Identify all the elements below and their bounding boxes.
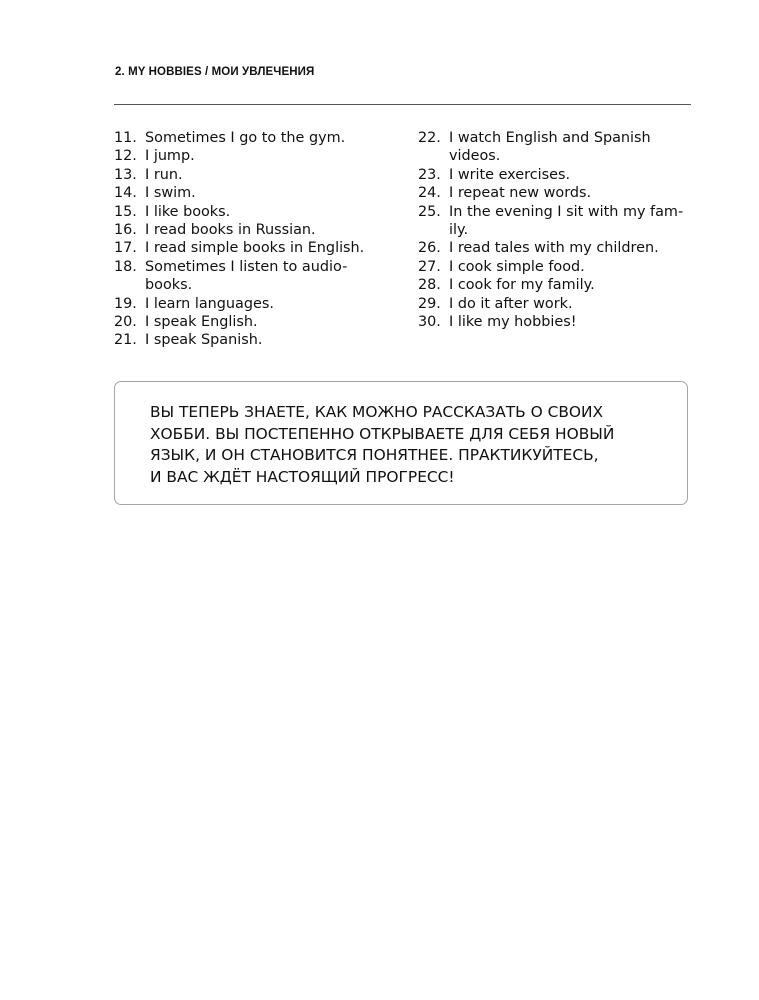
callout-text <box>150 402 670 488</box>
list-item-text <box>449 129 696 166</box>
list-item-text <box>145 203 404 221</box>
list-item <box>114 331 404 349</box>
list-item-line: I cook for my family. <box>449 277 595 294</box>
list-item <box>114 184 404 202</box>
list-item <box>114 295 404 313</box>
list-item-line: I write exercises. <box>449 166 571 183</box>
list-item-line: I read simple books in English. <box>145 240 365 257</box>
list-item-text <box>145 313 404 331</box>
list-item <box>114 221 404 239</box>
list-item <box>418 295 696 313</box>
list-item <box>418 313 696 331</box>
list-item-number: 17. <box>114 240 137 257</box>
list-item-number: 19. <box>114 295 137 312</box>
list-item <box>418 166 696 184</box>
list-item-line: I read books in Russian. <box>145 222 316 239</box>
list-item-number: 21. <box>114 332 137 349</box>
list-item-text <box>145 258 404 295</box>
list-item-text <box>449 276 696 294</box>
list-item-line: ily. <box>449 222 469 239</box>
callout-line: ХОББИ. ВЫ ПОСТЕПЕННО ОТКРЫВАЕТЕ ДЛЯ СЕБЯ НОВЫЙ <box>150 424 615 443</box>
list-item-line: books. <box>145 277 193 294</box>
list-item-number: 18. <box>114 258 137 275</box>
list-item <box>418 239 696 257</box>
list-item-number: 22. <box>418 130 441 146</box>
list-item-line: I watch English and Spanish <box>449 130 651 146</box>
list-item-text <box>145 129 404 147</box>
list-item-number: 25. <box>418 203 441 220</box>
list-item-line: I learn languages. <box>145 295 274 312</box>
list-item-text <box>145 147 404 165</box>
list-item-line: In the evening I sit with my fam- <box>449 203 684 220</box>
list-item <box>114 313 404 331</box>
list-item-text <box>145 221 404 239</box>
list-item-number: 16. <box>114 222 137 239</box>
list-item-number: 24. <box>418 185 441 202</box>
list-item <box>114 239 404 257</box>
list-item-line: I jump. <box>145 148 195 165</box>
list-item <box>114 147 404 165</box>
list-item-number: 27. <box>418 258 441 275</box>
list-item-text <box>449 239 696 257</box>
list-item-number: 30. <box>418 314 441 331</box>
list-item-text <box>449 166 696 184</box>
list-item-number: 28. <box>418 277 441 294</box>
list-item-text <box>145 295 404 313</box>
list-item-number: 29. <box>418 295 441 312</box>
list-item <box>418 276 696 294</box>
list-item-number: 23. <box>418 166 441 183</box>
list-item-line: I do it after work. <box>449 295 573 312</box>
list-item-text <box>449 184 696 202</box>
list-item-text <box>145 239 404 257</box>
list-item-line: I like my hobbies! <box>449 314 577 331</box>
list-item <box>114 129 404 147</box>
list-item-number: 15. <box>114 203 137 220</box>
list-item-text <box>449 295 696 313</box>
list-item-text <box>449 258 696 276</box>
list-item-number: 14. <box>114 185 137 202</box>
list-item-line: Sometimes I go to the gym. <box>145 130 346 146</box>
list-item <box>418 129 696 166</box>
callout-line: И ВАС ЖДЁТ НАСТОЯЩИЙ ПРОГРЕСС! <box>150 467 455 486</box>
list-item-line: I swim. <box>145 185 196 202</box>
list-item <box>418 203 696 240</box>
list-item-text <box>145 184 404 202</box>
list-item-line: I cook simple food. <box>449 258 585 275</box>
list-item-line: I like books. <box>145 203 231 220</box>
callout-line: ЯЗЫК, И ОН СТАНОВИТСЯ ПОНЯТНЕЕ. ПРАКТИКУЙТЕСЬ, <box>150 446 599 464</box>
header-divider <box>114 104 691 105</box>
sentence-list-left <box>114 129 404 350</box>
list-item-number: 26. <box>418 240 441 257</box>
list-item-number: 11. <box>114 130 137 146</box>
list-item-number: 20. <box>114 314 137 331</box>
list-item <box>418 258 696 276</box>
list-item-text <box>449 313 696 331</box>
list-item-line: I speak Spanish. <box>145 332 263 349</box>
list-item-line: I run. <box>145 166 183 183</box>
list-item-number: 13. <box>114 166 137 183</box>
list-item-text <box>449 203 696 240</box>
list-item-line: I speak English. <box>145 314 258 331</box>
list-item-text <box>145 331 404 349</box>
page-header-title: 2. MY HOBBIES / МОИ УВЛЕЧЕНИЯ <box>115 66 315 78</box>
callout-box <box>114 381 688 505</box>
list-item-line: Sometimes I listen to audio- <box>145 258 348 275</box>
list-item-text <box>145 166 404 184</box>
list-item-line: I read tales with my children. <box>449 240 659 257</box>
list-item <box>418 184 696 202</box>
list-item-line: videos. <box>449 148 501 165</box>
list-item <box>114 258 404 295</box>
list-item <box>114 203 404 221</box>
callout-line: ВЫ ТЕПЕРЬ ЗНАЕТЕ, КАК МОЖНО РАССКАЗАТЬ О СВОИХ <box>150 403 604 421</box>
list-item-line: I repeat new words. <box>449 185 592 202</box>
list-item-number: 12. <box>114 148 137 165</box>
sentence-list-right <box>418 129 696 331</box>
list-item <box>114 166 404 184</box>
